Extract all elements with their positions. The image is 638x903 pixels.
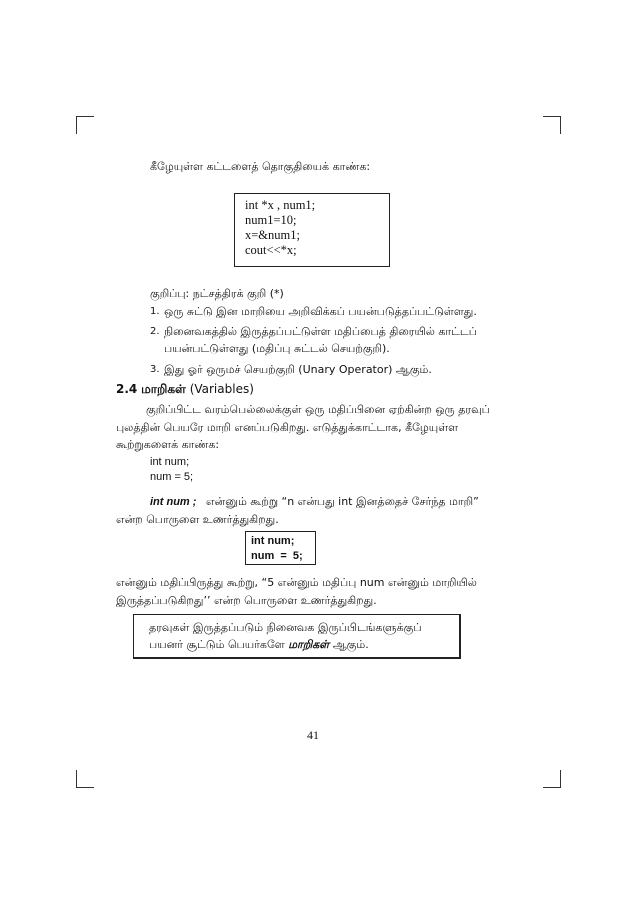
- section-title: மாறிகள்: [141, 382, 186, 396]
- para-line: என்ற பொருளை உணர்த்துகிறது.: [116, 513, 279, 526]
- section-number: 2.4: [116, 382, 138, 396]
- crop-mark-top-left: [76, 116, 94, 117]
- note-number: 2.: [150, 326, 160, 337]
- para-line: கூற்றுகளைக் காண்க:: [116, 438, 220, 451]
- note-text: நினைவகத்தில் இருத்தப்பட்டுள்ள மதிப்பைத் திரையில் காட்டப்: [164, 325, 477, 338]
- note-text: பயன்பட்டுள்ளது (மதிப்பு சுட்டல் செயற்குறி).: [164, 342, 390, 355]
- code-line: int num;: [251, 535, 295, 547]
- definition-term: மாறிகள்: [288, 638, 330, 651]
- note-text: இது ஓர் ஒருமச் செயற்குறி (Unary Operator) ஆகும்.: [164, 363, 432, 376]
- crop-mark-bottom-right: [560, 770, 561, 788]
- intro-text: கீழேயுள்ள கட்டளைத் தொகுதியைக் காண்க:: [150, 160, 371, 173]
- crop-mark-bottom-left: [76, 770, 77, 788]
- definition-box: [133, 614, 461, 659]
- para-text: என்னும் கூற்று “n என்பது int இனத்தைச் சேர்ந்த மாறி”: [205, 495, 479, 508]
- section-heading: [116, 381, 254, 397]
- definition-line: தரவுகள் இருத்தப்படும் நினைவக இருப்பிடங்களுக்குப்: [149, 621, 422, 634]
- crop-mark-bottom-right: [543, 787, 561, 788]
- section-subtitle: (Variables): [189, 382, 254, 396]
- note-number: 3.: [150, 364, 160, 375]
- code-line: x=&num1;: [245, 228, 300, 242]
- code-line: num = 5;: [150, 471, 194, 483]
- definition-text: பயனர் சூட்டும் பெயர்களே: [149, 638, 285, 651]
- code-box-variable: [245, 531, 316, 565]
- definition-line: [149, 637, 459, 653]
- note-heading: குறிப்பு: நட்சத்திரக் குறி (*): [150, 287, 284, 300]
- para-line: புலத்தின் பெயரே மாறி எனப்படுகிறது. எடுத்துக்காட்டாக, கீழேயுள்ள: [116, 421, 459, 434]
- para-line: என்னும் மதிப்பிருத்து கூற்று, “5 என்னும் மதிப்பு num என்னும் மாறியில்: [116, 576, 477, 589]
- para-line: [150, 494, 479, 510]
- crop-mark-bottom-left: [76, 787, 94, 788]
- page-number: 41: [307, 728, 319, 742]
- code-line: num = 5;: [251, 550, 303, 562]
- code-line: int num;: [150, 456, 190, 468]
- code-line: int *x , num1;: [245, 198, 316, 212]
- para-line: குறிப்பிட்ட வரம்பெல்லைக்குள் ஒரு மதிப்பினை ஏற்கின்ற ஒரு தரவுப்: [146, 403, 490, 416]
- note-text: ஒரு சுட்டு இன மாறியை அறிவிக்கப் பயன்படுத்தப்பட்டுள்ளது.: [164, 305, 477, 318]
- note-number: 1.: [150, 306, 160, 317]
- definition-text: ஆகும்.: [332, 638, 369, 651]
- code-line: cout<<*x;: [245, 243, 297, 257]
- code-box-pointer: [234, 193, 390, 267]
- inline-code: int num ;: [150, 496, 197, 508]
- code-line: num1=10;: [245, 213, 297, 227]
- para-line: இருத்தப்படுகிறது’’ என்ற பொருளை உணர்த்துகிறது.: [116, 594, 377, 607]
- crop-mark-top-right: [560, 116, 561, 134]
- crop-mark-top-right: [543, 116, 561, 117]
- crop-mark-top-left: [76, 116, 77, 134]
